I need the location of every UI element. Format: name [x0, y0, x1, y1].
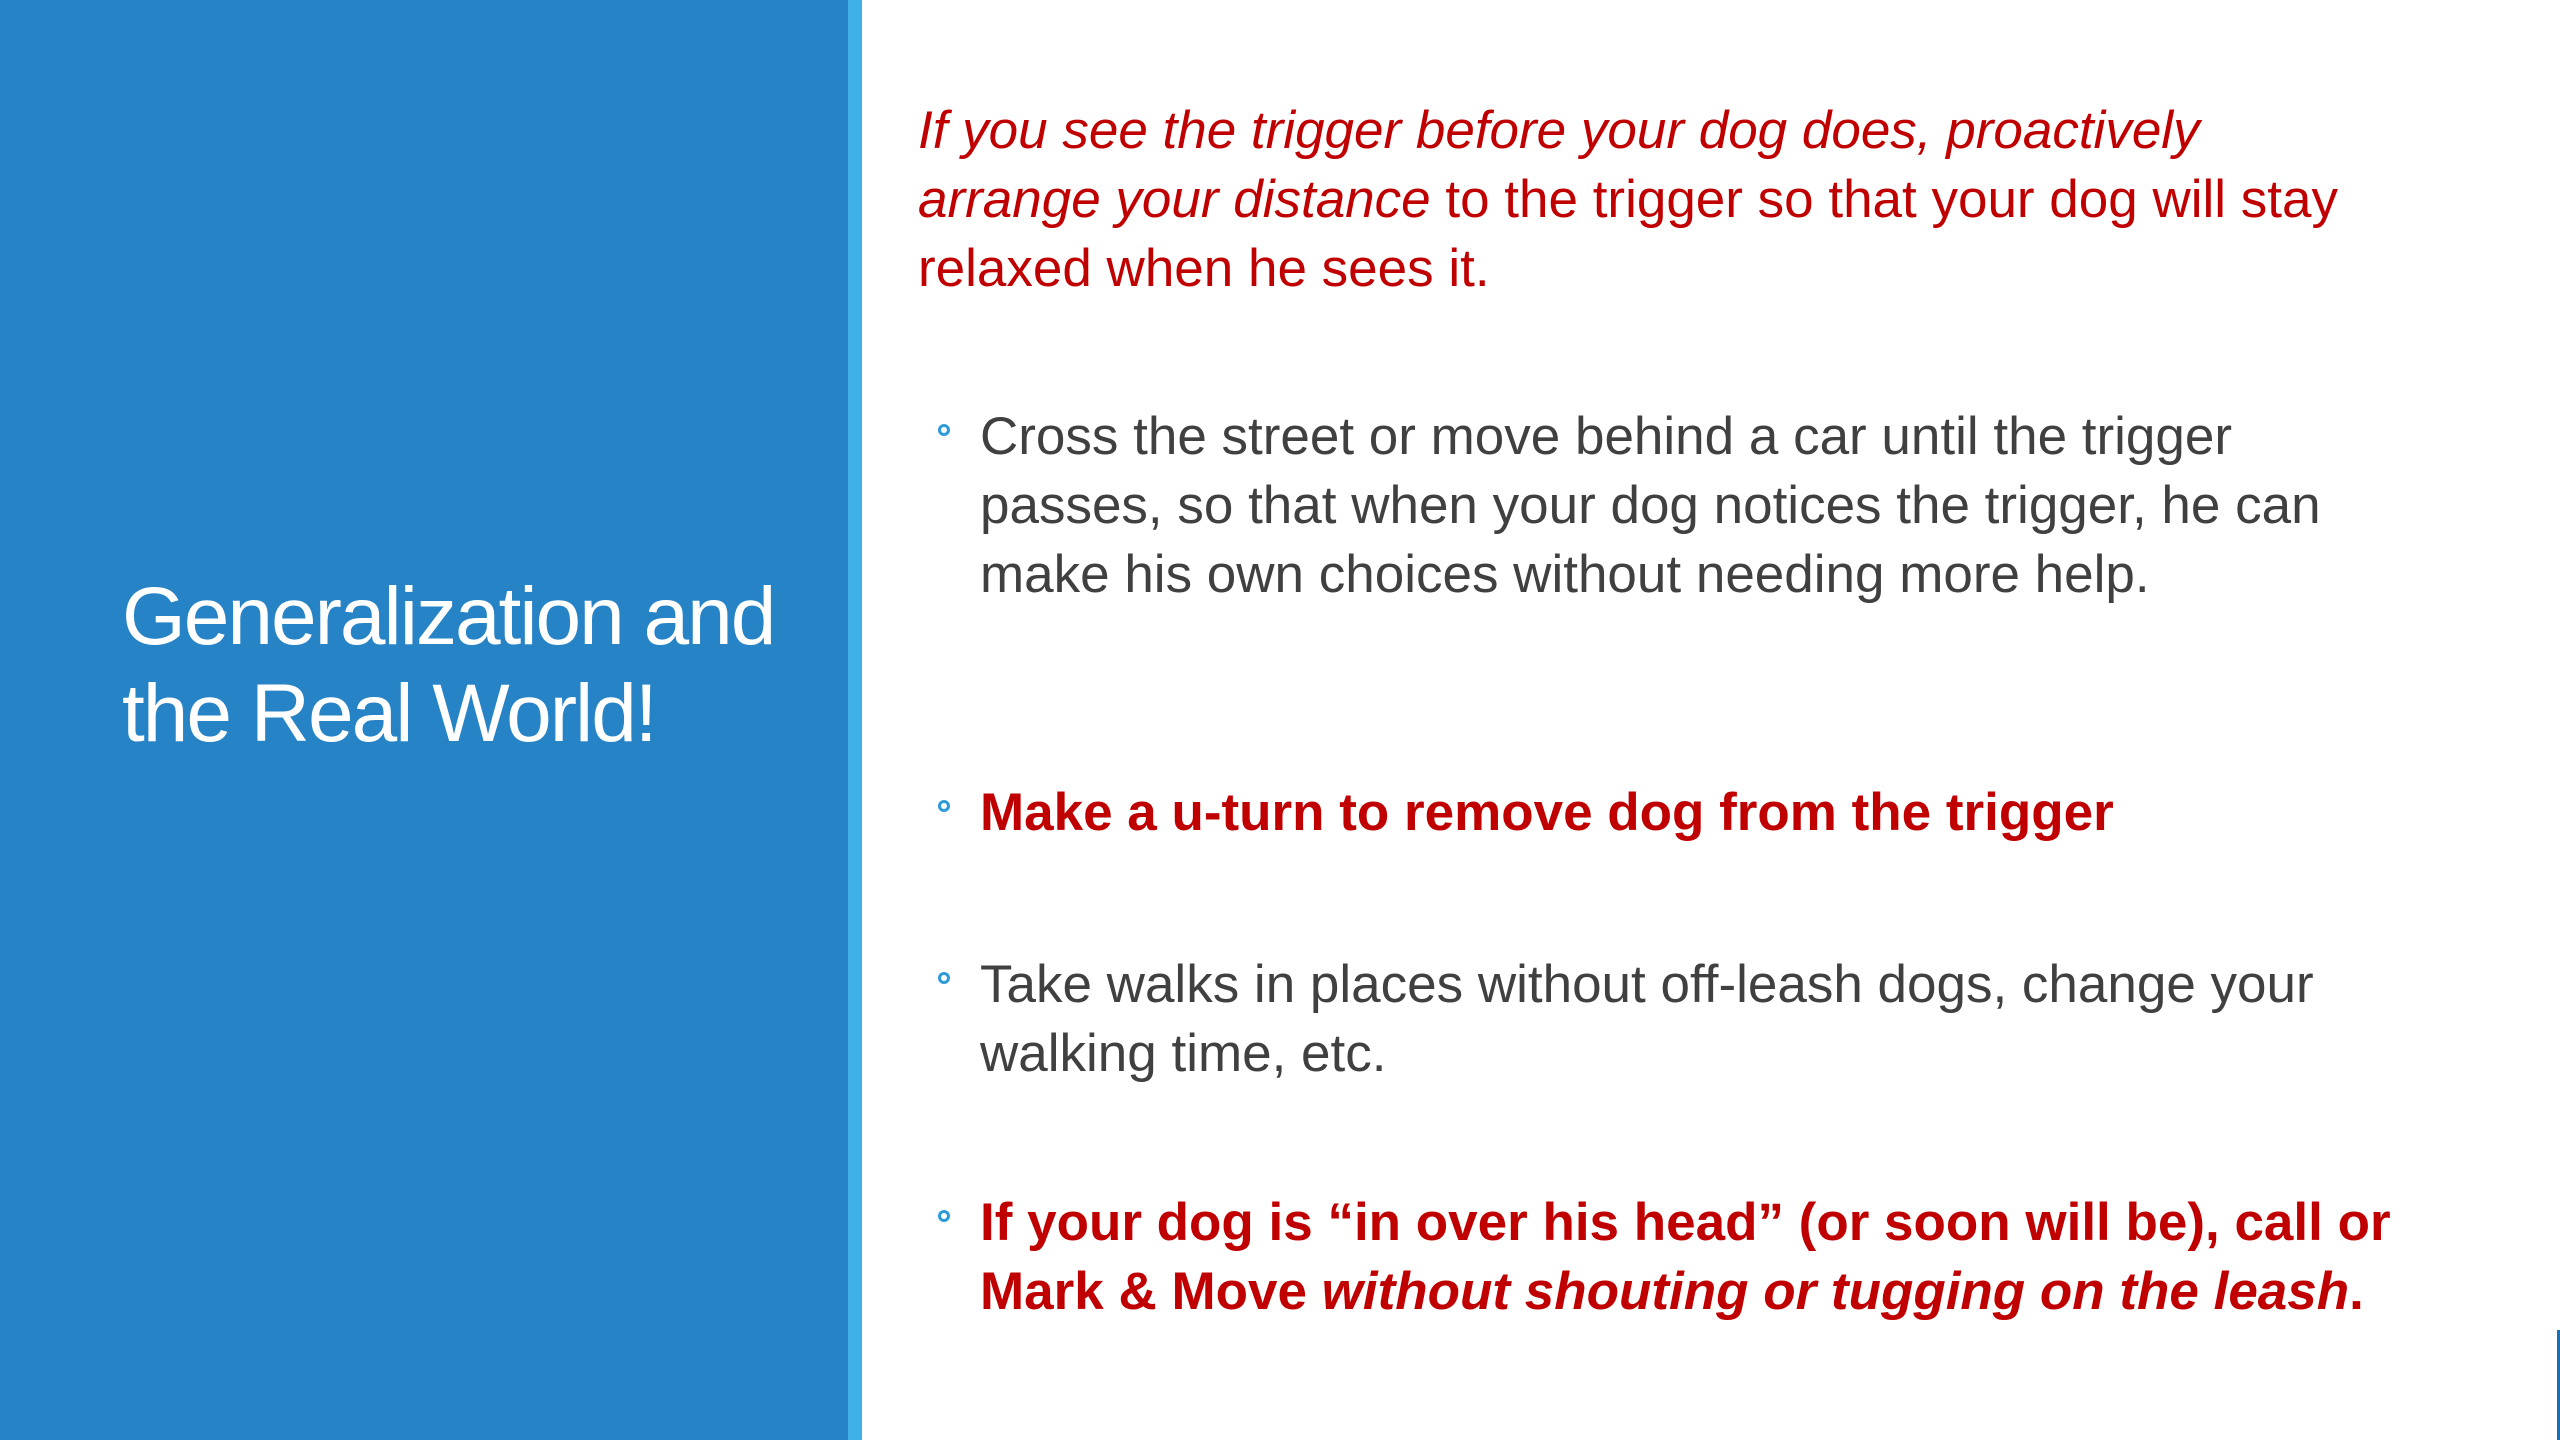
intro-rest-text: to the trigger so that your dog will stay relaxed when he sees it.: [918, 170, 2338, 298]
bullet-item-u-turn: [938, 778, 2400, 847]
bullet-italic-text: without shouting or tugging on the leash: [1321, 1262, 2350, 1321]
bullet-item-cross-street: [938, 402, 2400, 609]
title-panel: [0, 0, 848, 1440]
circle-bullet-icon: [938, 1210, 950, 1222]
intro-paragraph: [918, 96, 2378, 303]
circle-bullet-icon: [938, 972, 950, 984]
accent-divider: [848, 0, 862, 1440]
slide-title: Generalization and the Real World!: [122, 571, 775, 759]
bullet-text: Cross the street or move behind a car until the trigger passes, so that when your dog notices the trigger, he can make his own choices without needing more help.: [980, 407, 2321, 604]
circle-bullet-icon: [938, 800, 950, 812]
bullet-item-take-walks: [938, 950, 2400, 1088]
intro-italic-text: If you see the trigger before your dog does, proactively arrange your distance: [918, 101, 2200, 229]
circle-bullet-icon: [938, 424, 950, 436]
bullet-text: If your dog is “in over his head” (or soon will be), call or Mark & Move: [980, 1193, 2391, 1321]
bullet-text: Take walks in places without off-leash dogs, change your walking time, etc.: [980, 955, 2314, 1083]
bullet-text: Make a u-turn to remove dog from the trigger: [980, 783, 2114, 842]
bullet-end-text: .: [2349, 1262, 2364, 1321]
bullet-item-in-over-head: [938, 1188, 2400, 1326]
